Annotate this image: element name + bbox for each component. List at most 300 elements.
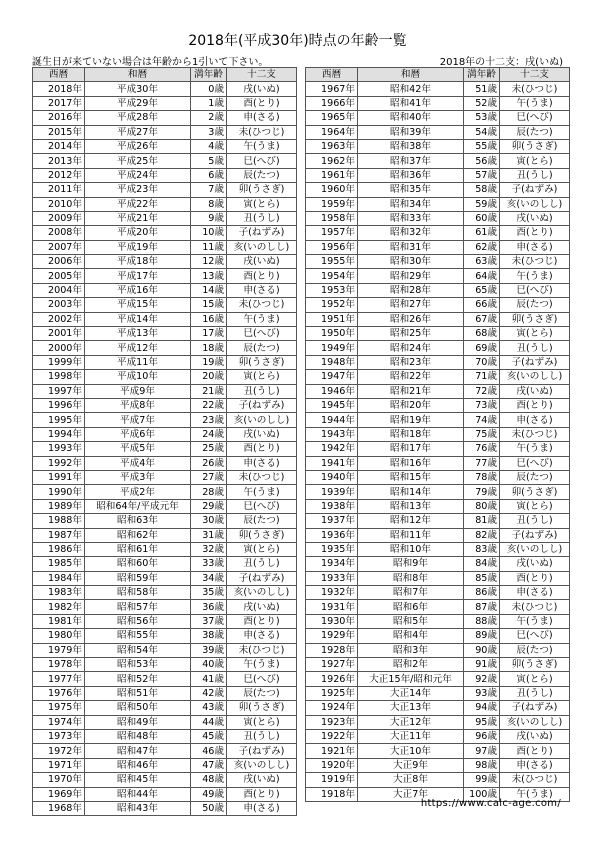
table-row xyxy=(306,96,570,110)
age-cell: 45歳 xyxy=(191,729,227,743)
western-year-cell: 2001年 xyxy=(33,327,85,341)
japanese-era-cell: 平成21年 xyxy=(85,211,191,225)
table-row xyxy=(33,499,297,513)
zodiac-cell: 未(ひつじ) xyxy=(227,643,297,657)
table-row xyxy=(306,470,570,484)
japanese-era-cell: 昭和21年 xyxy=(358,384,464,398)
age-cell: 56歳 xyxy=(464,154,500,168)
table-row xyxy=(306,370,570,384)
zodiac-cell: 丑(うし) xyxy=(500,168,570,182)
japanese-era-cell: 昭和44年 xyxy=(85,787,191,801)
age-cell: 28歳 xyxy=(191,485,227,499)
age-cell: 10歳 xyxy=(191,226,227,240)
table-row xyxy=(306,398,570,412)
table-row xyxy=(33,111,297,125)
table-row xyxy=(306,298,570,312)
western-year-cell: 1919年 xyxy=(306,773,358,787)
zodiac-cell: 酉(とり) xyxy=(500,398,570,412)
age-cell: 97歳 xyxy=(464,744,500,758)
table-row xyxy=(306,586,570,600)
japanese-era-cell: 平成27年 xyxy=(85,125,191,139)
zodiac-cell: 子(ねずみ) xyxy=(227,398,297,412)
age-cell: 6歳 xyxy=(191,168,227,182)
age-cell: 63歳 xyxy=(464,255,500,269)
zodiac-cell: 未(ひつじ) xyxy=(227,125,297,139)
table-row xyxy=(306,413,570,427)
age-cell: 35歳 xyxy=(191,586,227,600)
zodiac-cell: 戌(いぬ) xyxy=(500,729,570,743)
table-row xyxy=(33,413,297,427)
western-year-cell: 1991年 xyxy=(33,470,85,484)
zodiac-cell: 子(ねずみ) xyxy=(500,183,570,197)
japanese-era-cell: 昭和31年 xyxy=(358,240,464,254)
age-cell: 95歳 xyxy=(464,715,500,729)
age-cell: 34歳 xyxy=(191,571,227,585)
table-row xyxy=(33,384,297,398)
table-row xyxy=(306,686,570,700)
year-zodiac-note: 2018年の十二支：戌(いぬ) xyxy=(439,57,563,68)
age-cell: 29歳 xyxy=(191,499,227,513)
japanese-era-cell: 昭和5年 xyxy=(358,614,464,628)
japanese-era-cell: 昭和17年 xyxy=(358,442,464,456)
zodiac-cell: 丑(うし) xyxy=(227,384,297,398)
japanese-era-cell: 昭和27年 xyxy=(358,298,464,312)
zodiac-cell: 辰(たつ) xyxy=(500,470,570,484)
zodiac-cell: 酉(とり) xyxy=(227,442,297,456)
age-table-right xyxy=(305,67,570,802)
age-cell: 39歳 xyxy=(191,643,227,657)
zodiac-cell: 卯(うさぎ) xyxy=(500,485,570,499)
table-row xyxy=(33,557,297,571)
zodiac-cell: 丑(うし) xyxy=(500,686,570,700)
table-row xyxy=(33,327,297,341)
table-row xyxy=(306,773,570,787)
japanese-era-cell: 平成22年 xyxy=(85,197,191,211)
age-cell: 51歳 xyxy=(464,82,500,96)
table-row xyxy=(33,686,297,700)
age-cell: 64歳 xyxy=(464,269,500,283)
zodiac-cell: 未(ひつじ) xyxy=(500,600,570,614)
age-table-left xyxy=(32,67,297,816)
age-cell: 36歳 xyxy=(191,600,227,614)
table-row xyxy=(33,758,297,772)
japanese-era-cell: 昭和30年 xyxy=(358,255,464,269)
age-cell: 98歳 xyxy=(464,758,500,772)
zodiac-cell: 未(ひつじ) xyxy=(500,773,570,787)
japanese-era-cell: 昭和2年 xyxy=(358,658,464,672)
western-year-cell: 1969年 xyxy=(33,787,85,801)
western-year-cell: 1979年 xyxy=(33,643,85,657)
western-year-cell: 1947年 xyxy=(306,370,358,384)
zodiac-cell: 午(うま) xyxy=(500,442,570,456)
japanese-era-cell: 大正14年 xyxy=(358,686,464,700)
zodiac-cell: 午(うま) xyxy=(500,614,570,628)
japanese-era-cell: 平成6年 xyxy=(85,427,191,441)
table-row xyxy=(306,758,570,772)
japanese-era-cell: 昭和36年 xyxy=(358,168,464,182)
western-year-cell: 1985年 xyxy=(33,557,85,571)
western-year-cell: 1992年 xyxy=(33,456,85,470)
table-row xyxy=(306,729,570,743)
western-year-cell: 1950年 xyxy=(306,327,358,341)
table-row xyxy=(306,111,570,125)
age-cell: 4歳 xyxy=(191,139,227,153)
japanese-era-cell: 平成19年 xyxy=(85,240,191,254)
western-year-cell: 1990年 xyxy=(33,485,85,499)
age-cell: 85歳 xyxy=(464,571,500,585)
table-row xyxy=(33,125,297,139)
japanese-era-cell: 平成25年 xyxy=(85,154,191,168)
zodiac-cell: 未(ひつじ) xyxy=(500,255,570,269)
japanese-era-cell: 平成26年 xyxy=(85,139,191,153)
western-year-cell: 1973年 xyxy=(33,729,85,743)
age-cell: 31歳 xyxy=(191,528,227,542)
zodiac-cell: 寅(とら) xyxy=(500,154,570,168)
western-year-cell: 2012年 xyxy=(33,168,85,182)
japanese-era-cell: 昭和33年 xyxy=(358,211,464,225)
western-year-cell: 1981年 xyxy=(33,614,85,628)
japanese-era-cell: 大正15年/昭和元年 xyxy=(358,672,464,686)
age-cell: 81歳 xyxy=(464,514,500,528)
age-cell: 99歳 xyxy=(464,773,500,787)
table-header-row xyxy=(33,68,297,82)
table-row xyxy=(306,672,570,686)
table-row xyxy=(33,168,297,182)
age-cell: 88歳 xyxy=(464,614,500,628)
zodiac-cell: 卯(うさぎ) xyxy=(500,658,570,672)
zodiac-cell: 子(ねずみ) xyxy=(500,701,570,715)
table-row xyxy=(306,701,570,715)
western-year-cell: 1924年 xyxy=(306,701,358,715)
age-cell: 83歳 xyxy=(464,542,500,556)
japanese-era-cell: 平成18年 xyxy=(85,255,191,269)
western-year-cell: 1966年 xyxy=(306,96,358,110)
japanese-era-cell: 昭和28年 xyxy=(358,283,464,297)
zodiac-cell: 午(うま) xyxy=(227,485,297,499)
age-cell: 8歳 xyxy=(191,197,227,211)
zodiac-cell: 午(うま) xyxy=(500,269,570,283)
japanese-era-cell: 平成20年 xyxy=(85,226,191,240)
table-row xyxy=(33,514,297,528)
table-row xyxy=(33,456,297,470)
western-year-cell: 2004年 xyxy=(33,283,85,297)
japanese-era-cell: 昭和8年 xyxy=(358,571,464,585)
western-year-cell: 1964年 xyxy=(306,125,358,139)
age-cell: 87歳 xyxy=(464,600,500,614)
japanese-era-cell: 昭和59年 xyxy=(85,571,191,585)
western-year-cell: 2002年 xyxy=(33,312,85,326)
japanese-era-cell: 昭和57年 xyxy=(85,600,191,614)
age-cell: 77歳 xyxy=(464,456,500,470)
japanese-era-cell: 平成24年 xyxy=(85,168,191,182)
table-row xyxy=(33,801,297,815)
age-cell: 93歳 xyxy=(464,686,500,700)
zodiac-cell: 申(さる) xyxy=(500,240,570,254)
age-cell: 40歳 xyxy=(191,658,227,672)
age-cell: 80歳 xyxy=(464,499,500,513)
japanese-era-cell: 昭和26年 xyxy=(358,312,464,326)
japanese-era-cell: 大正11年 xyxy=(358,729,464,743)
japanese-era-cell: 昭和62年 xyxy=(85,528,191,542)
western-year-cell: 2006年 xyxy=(33,255,85,269)
table-row xyxy=(306,341,570,355)
table-row xyxy=(33,96,297,110)
age-cell: 26歳 xyxy=(191,456,227,470)
western-year-cell: 1977年 xyxy=(33,672,85,686)
western-year-cell: 1958年 xyxy=(306,211,358,225)
japanese-era-cell: 昭和23年 xyxy=(358,355,464,369)
age-cell: 50歳 xyxy=(191,801,227,815)
zodiac-cell: 酉(とり) xyxy=(227,787,297,801)
table-row xyxy=(306,154,570,168)
age-cell: 16歳 xyxy=(191,312,227,326)
table-row xyxy=(33,470,297,484)
japanese-era-cell: 昭和4年 xyxy=(358,629,464,643)
zodiac-cell: 巳(へび) xyxy=(227,327,297,341)
japanese-era-cell: 平成28年 xyxy=(85,111,191,125)
western-year-cell: 1932年 xyxy=(306,586,358,600)
age-cell: 12歳 xyxy=(191,255,227,269)
japanese-era-cell: 昭和20年 xyxy=(358,398,464,412)
table-row xyxy=(306,557,570,571)
western-year-cell: 2005年 xyxy=(33,269,85,283)
western-year-cell: 1937年 xyxy=(306,514,358,528)
zodiac-cell: 子(ねずみ) xyxy=(227,571,297,585)
table-row xyxy=(306,139,570,153)
japanese-era-cell: 昭和42年 xyxy=(358,82,464,96)
age-cell: 3歳 xyxy=(191,125,227,139)
table-row xyxy=(306,514,570,528)
table-row xyxy=(306,82,570,96)
age-cell: 90歳 xyxy=(464,643,500,657)
japanese-era-cell: 大正7年 xyxy=(358,787,464,801)
table-row xyxy=(33,139,297,153)
japanese-era-cell: 昭和55年 xyxy=(85,629,191,643)
table-row xyxy=(33,701,297,715)
age-cell: 57歳 xyxy=(464,168,500,182)
japanese-era-cell: 昭和10年 xyxy=(358,542,464,556)
table-row xyxy=(33,773,297,787)
japanese-era-cell: 平成13年 xyxy=(85,327,191,341)
western-year-cell: 1942年 xyxy=(306,442,358,456)
table-row xyxy=(33,312,297,326)
western-year-cell: 2011年 xyxy=(33,183,85,197)
western-year-cell: 1961年 xyxy=(306,168,358,182)
zodiac-cell: 戌(いぬ) xyxy=(227,773,297,787)
western-year-cell: 2000年 xyxy=(33,341,85,355)
zodiac-cell: 寅(とら) xyxy=(227,370,297,384)
zodiac-cell: 未(ひつじ) xyxy=(500,427,570,441)
table-row xyxy=(33,542,297,556)
table-row xyxy=(306,197,570,211)
age-cell: 21歳 xyxy=(191,384,227,398)
age-cell: 68歳 xyxy=(464,327,500,341)
japanese-era-cell: 昭和3年 xyxy=(358,643,464,657)
table-row xyxy=(33,658,297,672)
japanese-era-cell: 昭和58年 xyxy=(85,586,191,600)
japanese-era-cell: 昭和13年 xyxy=(358,499,464,513)
japanese-era-cell: 平成11年 xyxy=(85,355,191,369)
age-cell: 13歳 xyxy=(191,269,227,283)
zodiac-cell: 亥(いのしし) xyxy=(500,542,570,556)
western-year-cell: 1929年 xyxy=(306,629,358,643)
header-zodiac: 十二支 xyxy=(227,68,297,82)
table-row xyxy=(33,442,297,456)
table-row xyxy=(306,269,570,283)
table-row xyxy=(33,398,297,412)
zodiac-cell: 丑(うし) xyxy=(500,514,570,528)
japanese-era-cell: 大正10年 xyxy=(358,744,464,758)
zodiac-cell: 酉(とり) xyxy=(227,269,297,283)
table-row xyxy=(306,571,570,585)
western-year-cell: 1970年 xyxy=(33,773,85,787)
age-cell: 96歳 xyxy=(464,729,500,743)
zodiac-cell: 巳(へび) xyxy=(227,499,297,513)
japanese-era-cell: 平成3年 xyxy=(85,470,191,484)
age-cell: 54歳 xyxy=(464,125,500,139)
zodiac-cell: 午(うま) xyxy=(227,312,297,326)
japanese-era-cell: 昭和47年 xyxy=(85,744,191,758)
zodiac-cell: 辰(たつ) xyxy=(500,298,570,312)
japanese-era-cell: 昭和63年 xyxy=(85,514,191,528)
zodiac-cell: 申(さる) xyxy=(227,456,297,470)
table-row xyxy=(306,168,570,182)
table-row xyxy=(33,485,297,499)
table-row xyxy=(306,643,570,657)
age-cell: 89歳 xyxy=(464,629,500,643)
age-cell: 7歳 xyxy=(191,183,227,197)
zodiac-cell: 辰(たつ) xyxy=(227,341,297,355)
zodiac-cell: 酉(とり) xyxy=(500,744,570,758)
western-year-cell: 2018年 xyxy=(33,82,85,96)
zodiac-cell: 申(さる) xyxy=(500,758,570,772)
age-cell: 71歳 xyxy=(464,370,500,384)
zodiac-cell: 寅(とら) xyxy=(500,672,570,686)
western-year-cell: 1956年 xyxy=(306,240,358,254)
age-cell: 69歳 xyxy=(464,341,500,355)
table-row xyxy=(306,499,570,513)
age-cell: 14歳 xyxy=(191,283,227,297)
age-cell: 42歳 xyxy=(191,686,227,700)
zodiac-cell: 午(うま) xyxy=(500,787,570,801)
age-cell: 86歳 xyxy=(464,586,500,600)
table-row xyxy=(306,355,570,369)
table-row xyxy=(33,269,297,283)
age-cell: 9歳 xyxy=(191,211,227,225)
zodiac-cell: 寅(とら) xyxy=(227,715,297,729)
zodiac-cell: 戌(いぬ) xyxy=(500,384,570,398)
western-year-cell: 2014年 xyxy=(33,139,85,153)
western-year-cell: 1928年 xyxy=(306,643,358,657)
zodiac-cell: 亥(いのしし) xyxy=(227,413,297,427)
western-year-cell: 1931年 xyxy=(306,600,358,614)
table-row xyxy=(33,672,297,686)
birthday-note: 誕生日が来ていない場合は年齢から1引いて下さい。 xyxy=(32,57,269,68)
table-header-row xyxy=(306,68,570,82)
age-cell: 38歳 xyxy=(191,629,227,643)
zodiac-cell: 亥(いのしし) xyxy=(500,715,570,729)
zodiac-cell: 申(さる) xyxy=(227,283,297,297)
western-year-cell: 1945年 xyxy=(306,398,358,412)
japanese-era-cell: 昭和49年 xyxy=(85,715,191,729)
zodiac-cell: 卯(うさぎ) xyxy=(227,183,297,197)
table-row xyxy=(306,629,570,643)
zodiac-cell: 戌(いぬ) xyxy=(227,427,297,441)
age-cell: 15歳 xyxy=(191,298,227,312)
zodiac-cell: 丑(うし) xyxy=(500,341,570,355)
western-year-cell: 1930年 xyxy=(306,614,358,628)
age-cell: 23歳 xyxy=(191,413,227,427)
western-year-cell: 1986年 xyxy=(33,542,85,556)
japanese-era-cell: 昭和11年 xyxy=(358,528,464,542)
western-year-cell: 2008年 xyxy=(33,226,85,240)
zodiac-cell: 寅(とら) xyxy=(500,499,570,513)
age-cell: 48歳 xyxy=(191,773,227,787)
table-row xyxy=(306,744,570,758)
age-cell: 78歳 xyxy=(464,470,500,484)
zodiac-cell: 戌(いぬ) xyxy=(227,255,297,269)
zodiac-cell: 酉(とり) xyxy=(500,571,570,585)
table-row xyxy=(33,744,297,758)
zodiac-cell: 巳(へび) xyxy=(500,111,570,125)
western-year-cell: 1994年 xyxy=(33,427,85,441)
zodiac-cell: 未(ひつじ) xyxy=(227,298,297,312)
table-row xyxy=(306,614,570,628)
japanese-era-cell: 平成5年 xyxy=(85,442,191,456)
japanese-era-cell: 平成10年 xyxy=(85,370,191,384)
table-row xyxy=(306,528,570,542)
japanese-era-cell: 平成12年 xyxy=(85,341,191,355)
japanese-era-cell: 昭和24年 xyxy=(358,341,464,355)
age-cell: 53歳 xyxy=(464,111,500,125)
age-cell: 74歳 xyxy=(464,413,500,427)
western-year-cell: 1948年 xyxy=(306,355,358,369)
age-cell: 20歳 xyxy=(191,370,227,384)
japanese-era-cell: 昭和12年 xyxy=(358,514,464,528)
table-row xyxy=(33,586,297,600)
japanese-era-cell: 昭和25年 xyxy=(358,327,464,341)
japanese-era-cell: 平成14年 xyxy=(85,312,191,326)
zodiac-cell: 戌(いぬ) xyxy=(227,600,297,614)
age-cell: 52歳 xyxy=(464,96,500,110)
western-year-cell: 1923年 xyxy=(306,715,358,729)
age-cell: 58歳 xyxy=(464,183,500,197)
western-year-cell: 1936年 xyxy=(306,528,358,542)
japanese-era-cell: 昭和64年/平成元年 xyxy=(85,499,191,513)
western-year-cell: 1996年 xyxy=(33,398,85,412)
western-year-cell: 1962年 xyxy=(306,154,358,168)
zodiac-cell: 巳(へび) xyxy=(500,283,570,297)
western-year-cell: 1954年 xyxy=(306,269,358,283)
age-cell: 67歳 xyxy=(464,312,500,326)
table-row xyxy=(306,456,570,470)
japanese-era-cell: 昭和40年 xyxy=(358,111,464,125)
zodiac-cell: 申(さる) xyxy=(500,413,570,427)
zodiac-cell: 丑(うし) xyxy=(227,211,297,225)
japanese-era-cell: 昭和32年 xyxy=(358,226,464,240)
table-row xyxy=(306,125,570,139)
footer-url[interactable]: https://www.calc-age.com/ xyxy=(420,798,561,809)
western-year-cell: 1976年 xyxy=(33,686,85,700)
western-year-cell: 1951年 xyxy=(306,312,358,326)
western-year-cell: 1960年 xyxy=(306,183,358,197)
western-year-cell: 1941年 xyxy=(306,456,358,470)
western-year-cell: 2007年 xyxy=(33,240,85,254)
table-row xyxy=(33,298,297,312)
age-cell: 75歳 xyxy=(464,427,500,441)
western-year-cell: 1927年 xyxy=(306,658,358,672)
header-age: 満年齢 xyxy=(191,68,227,82)
